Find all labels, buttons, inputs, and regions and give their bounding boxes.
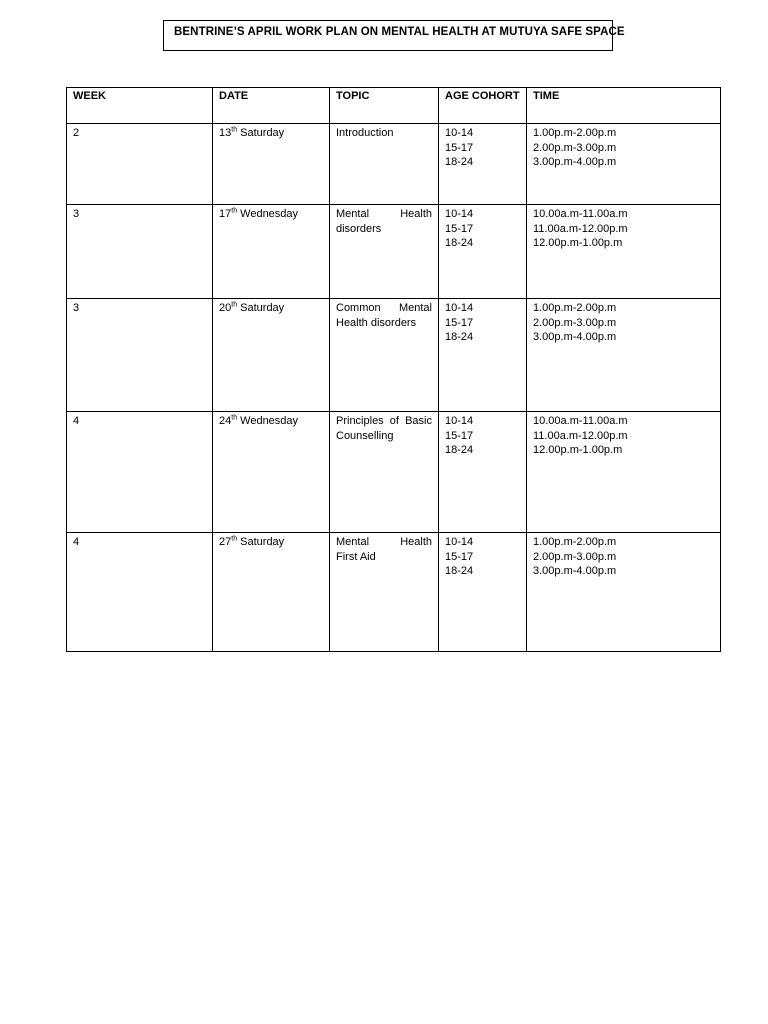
header-topic: TOPIC — [330, 88, 439, 124]
topic-line: Mental Health — [336, 208, 432, 220]
table-row — [67, 299, 721, 412]
time-slot: 3.00p.m-4.00p.m — [533, 565, 617, 578]
week-cell: 2 — [67, 124, 213, 205]
work-plan-table — [66, 87, 721, 652]
time-cell — [527, 124, 721, 205]
time-slot: 3.00p.m-4.00p.m — [533, 156, 617, 169]
age-cohort: 18-24 — [445, 565, 474, 578]
header-age-cohort: AGE COHORT — [439, 88, 527, 124]
document-title: BENTRINE’S APRIL WORK PLAN ON MENTAL HEALTH AT MUTUYA SAFE SPACE — [174, 26, 625, 38]
date-cell — [213, 412, 330, 533]
age-cohort: 18-24 — [445, 156, 474, 169]
date-day: Wednesday — [237, 208, 299, 220]
date-day: Saturday — [237, 302, 285, 314]
table-row — [67, 124, 721, 205]
age-cohort: 15-17 — [445, 222, 474, 235]
date-cell — [213, 299, 330, 412]
topic-line: Health disorders — [336, 316, 417, 329]
time-slot: 3.00p.m-4.00p.m — [533, 331, 617, 344]
time-cell — [527, 412, 721, 533]
age-cohort: 10-14 — [445, 127, 474, 139]
time-cell — [527, 205, 721, 299]
date-number: 20 — [219, 302, 232, 314]
topic-line: disorders — [336, 222, 382, 235]
age-cohort: 10-14 — [445, 302, 474, 314]
time-cell — [527, 533, 721, 652]
age-cohort: 15-17 — [445, 141, 474, 154]
date-cell — [213, 533, 330, 652]
document-title-box — [163, 20, 625, 51]
time-slot: 11.00a.m-12.00p.m — [533, 429, 628, 442]
week-cell: 3 — [67, 205, 213, 299]
topic-line: Principles of Basic — [336, 415, 432, 427]
age-cohort: 18-24 — [445, 444, 474, 457]
date-cell — [213, 124, 330, 205]
date-suffix: th — [231, 535, 238, 543]
date-number: 27 — [219, 536, 232, 548]
date-suffix: th — [231, 414, 238, 422]
time-slot: 1.00p.m-2.00p.m — [533, 127, 617, 139]
age-cohort-cell — [439, 205, 527, 299]
time-slot: 2.00p.m-3.00p.m — [533, 141, 617, 154]
time-slot: 10.00a.m-11.00a.m — [533, 415, 628, 427]
table-row — [67, 533, 721, 652]
age-cohort-cell — [439, 533, 527, 652]
topic-cell — [330, 124, 439, 205]
age-cohort: 15-17 — [445, 550, 474, 563]
age-cohort-cell — [439, 412, 527, 533]
topic-cell — [330, 299, 439, 412]
age-cohort-cell — [439, 299, 527, 412]
time-slot: 1.00p.m-2.00p.m — [533, 536, 617, 548]
age-cohort-cell — [439, 124, 527, 205]
time-slot: 2.00p.m-3.00p.m — [533, 550, 617, 563]
date-cell — [213, 205, 330, 299]
age-cohort: 15-17 — [445, 429, 474, 442]
topic-line: Mental Health — [336, 536, 432, 548]
topic-line: Common Mental — [336, 302, 432, 314]
date-suffix: th — [231, 301, 238, 309]
time-slot: 12.00p.m-1.00p.m — [533, 237, 623, 250]
date-number: 13 — [219, 127, 232, 139]
date-suffix: th — [231, 126, 238, 134]
header-week: WEEK — [67, 88, 213, 124]
week-cell: 4 — [67, 533, 213, 652]
topic-line: Counselling — [336, 429, 394, 442]
week-cell: 4 — [67, 412, 213, 533]
date-day: Saturday — [237, 127, 285, 139]
date-day: Wednesday — [237, 415, 299, 427]
time-slot: 11.00a.m-12.00p.m — [533, 222, 628, 235]
age-cohort: 15-17 — [445, 316, 474, 329]
topic-cell — [330, 205, 439, 299]
date-number: 24 — [219, 415, 232, 427]
topic-cell — [330, 412, 439, 533]
topic-line: First Aid — [336, 550, 376, 563]
date-day: Saturday — [237, 536, 285, 548]
time-slot: 10.00a.m-11.00a.m — [533, 208, 628, 220]
topic-line: Introduction — [336, 127, 394, 139]
header-time: TIME — [527, 88, 721, 124]
topic-cell — [330, 533, 439, 652]
table-row — [67, 412, 721, 533]
date-suffix: th — [231, 207, 238, 215]
time-cell — [527, 299, 721, 412]
age-cohort: 18-24 — [445, 331, 474, 344]
date-number: 17 — [219, 208, 232, 220]
header-date: DATE — [213, 88, 330, 124]
time-slot: 12.00p.m-1.00p.m — [533, 444, 623, 457]
age-cohort: 10-14 — [445, 208, 474, 220]
table-header-row — [67, 88, 721, 124]
week-cell: 3 — [67, 299, 213, 412]
time-slot: 1.00p.m-2.00p.m — [533, 302, 617, 314]
table-row — [67, 205, 721, 299]
time-slot: 2.00p.m-3.00p.m — [533, 316, 617, 329]
age-cohort: 18-24 — [445, 237, 474, 250]
age-cohort: 10-14 — [445, 415, 474, 427]
age-cohort: 10-14 — [445, 536, 474, 548]
